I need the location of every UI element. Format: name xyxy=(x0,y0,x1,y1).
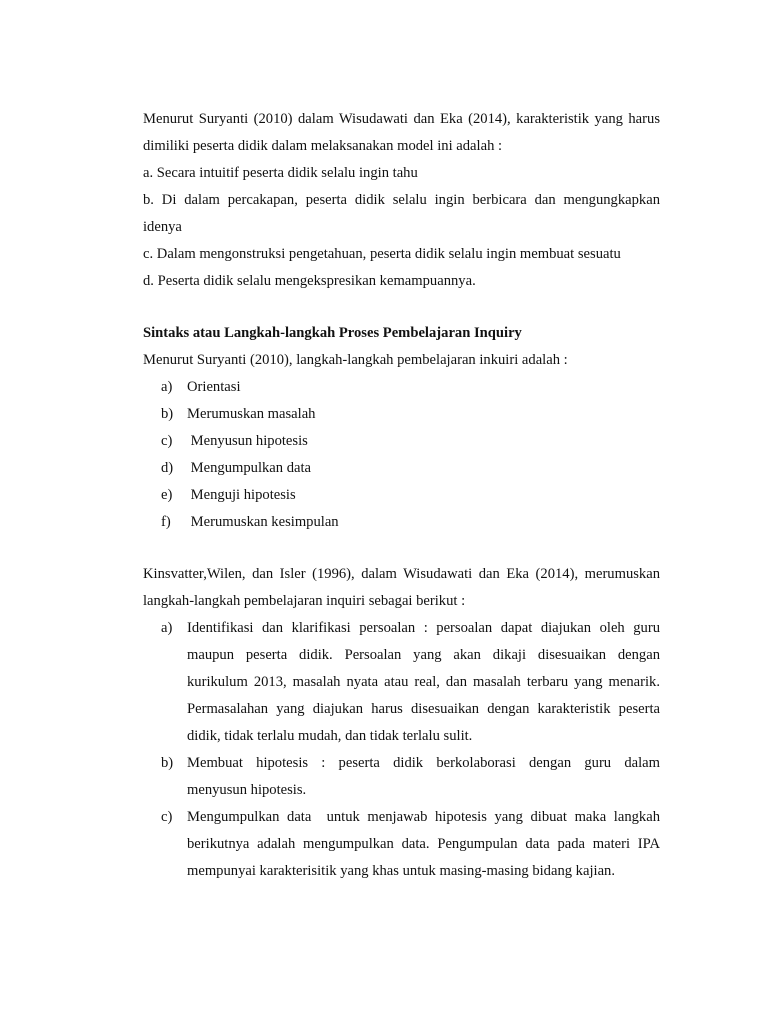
body-line: Permasalahan yang diajukan harus disesuaikan dengan karakteristik peserta xyxy=(187,701,660,717)
list-marker: d) xyxy=(161,460,174,476)
list-item xyxy=(143,401,660,428)
intro-line: dimiliki peserta didik dalam melaksanakan model ini adalah : xyxy=(143,138,503,154)
list-item-text: Orientasi xyxy=(187,379,241,395)
list-item-text: Merumuskan kesimpulan xyxy=(187,514,339,530)
list-item xyxy=(143,509,660,536)
list-item xyxy=(143,482,660,509)
body-line: Membuat hipotesis : peserta didik berkolaborasi dengan guru dalam xyxy=(187,755,660,771)
lead-line: langkah-langkah pembelajaran inquiri sebagai berikut : xyxy=(143,593,466,609)
list-item xyxy=(143,428,660,455)
list-marker: b) xyxy=(161,406,174,422)
body-line: Identifikasi dan klarifikasi persoalan : persoalan dapat diajukan oleh guru xyxy=(187,620,660,636)
intro-item-b-continuation: idenya xyxy=(143,219,182,235)
body-line: didik, tidak terlalu mudah, dan tidak terlalu sulit. xyxy=(187,728,473,744)
list-marker: a) xyxy=(161,379,173,395)
intro-item-c: c. Dalam mengonstruksi pengetahuan, peserta didik selalu ingin membuat sesuatu xyxy=(143,246,621,262)
list-item xyxy=(143,750,660,804)
body-line: berikutnya adalah mengumpulkan data. Pengumpulan data pada materi IPA xyxy=(187,836,660,852)
list-item-text: Menguji hipotesis xyxy=(187,487,296,503)
inquiry-steps-list xyxy=(143,615,660,885)
kinsvatter-lead xyxy=(143,561,660,615)
list-marker: f) xyxy=(161,514,171,530)
list-item-text: Merumuskan masalah xyxy=(187,406,316,422)
body-line: mempunyai karakterisitik yang khas untuk masing-masing bidang kajian. xyxy=(187,863,615,879)
list-item-body xyxy=(187,804,660,885)
list-item xyxy=(143,374,660,401)
intro-item-a: a. Secara intuitif peserta didik selalu ingin tahu xyxy=(143,165,418,181)
intro-line: Menurut Suryanti (2010) dalam Wisudawati dan Eka (2014), karakteristik yang harus xyxy=(143,111,660,127)
list-item-text: Menyusun hipotesis xyxy=(187,433,308,449)
body-line: Mengumpulkan data untuk menjawab hipotesis yang dibuat maka langkah xyxy=(187,809,660,825)
body-line: kurikulum 2013, masalah nyata atau real, dan masalah terbaru yang menarik. xyxy=(187,674,660,690)
lead-line: Kinsvatter,Wilen, dan Isler (1996), dalam Wisudawati dan Eka (2014), merumuskan xyxy=(143,566,660,582)
list-item-body xyxy=(187,750,660,804)
list-marker: c) xyxy=(161,433,173,449)
intro-paragraph xyxy=(143,106,660,295)
list-marker: b) xyxy=(161,755,174,771)
body-line: maupun peserta didik. Persoalan yang akan dikaji disesuaikan dengan xyxy=(187,647,660,663)
list-marker: e) xyxy=(161,487,173,503)
list-item xyxy=(143,455,660,482)
section-lead: Menurut Suryanti (2010), langkah-langkah pembelajaran inkuiri adalah : xyxy=(143,352,568,368)
list-marker: a) xyxy=(161,620,173,636)
list-item xyxy=(143,804,660,885)
syntax-section xyxy=(143,320,660,536)
list-item-text: Mengumpulkan data xyxy=(187,460,312,476)
list-item xyxy=(143,615,660,750)
list-item-body xyxy=(187,615,660,750)
intro-item-d: d. Peserta didik selalu mengekspresikan kemampuannya. xyxy=(143,273,476,289)
list-marker: c) xyxy=(161,809,173,825)
kinsvatter-section xyxy=(143,561,660,885)
body-line: menyusun hipotesis. xyxy=(187,782,307,798)
steps-list xyxy=(143,374,660,536)
intro-item-b: b. Di dalam percakapan, peserta didik selalu ingin berbicara dan mengungkapkan xyxy=(143,192,660,208)
section-heading: Sintaks atau Langkah-langkah Proses Pembelajaran Inquiry xyxy=(143,325,522,341)
